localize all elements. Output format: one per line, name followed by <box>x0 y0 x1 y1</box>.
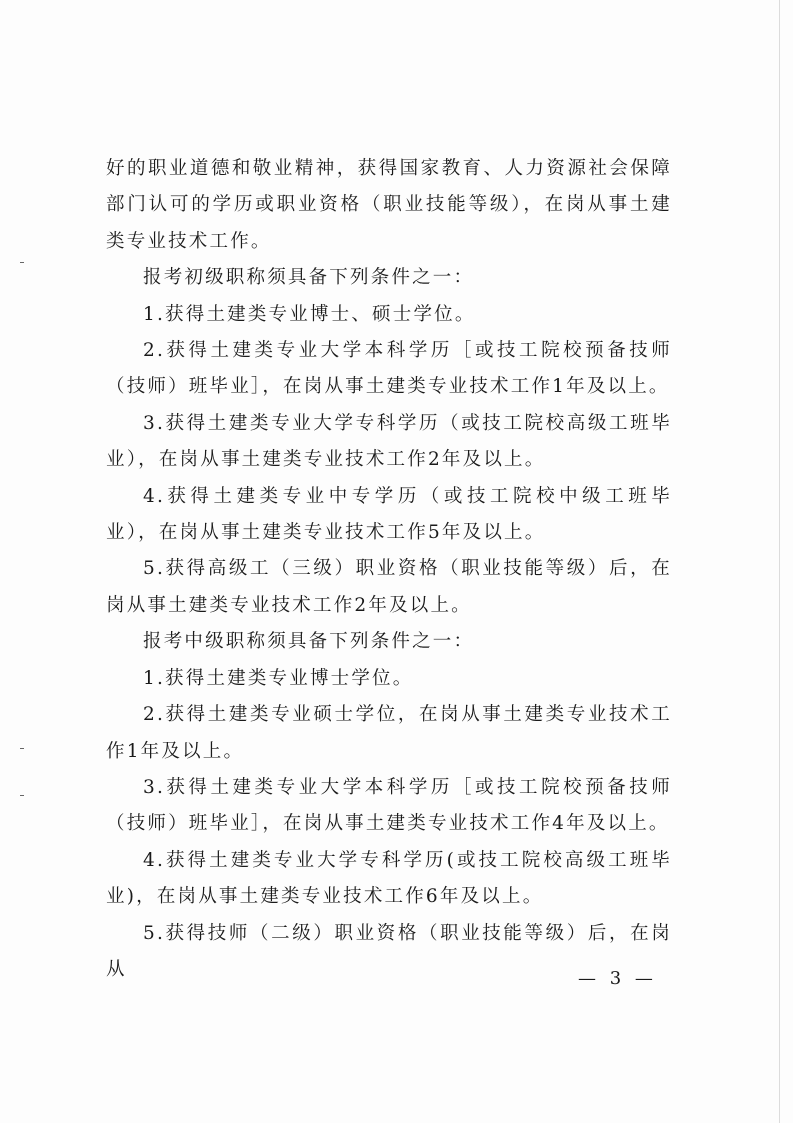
body-text <box>106 151 672 988</box>
margin-mark <box>20 748 24 749</box>
paragraph-junior-heading: 报考初级职称须具备下列条件之一： <box>143 267 475 289</box>
paragraph-junior-item-4: 4.获得土建类专业中专学历（或技工院校中级工班毕业），在岗从事土建类专业技术工作5年及以上。 <box>106 485 672 544</box>
scan-edge-line <box>779 0 780 1123</box>
paragraph-junior-item-1: 1.获得土建类专业博士、硕士学位。 <box>143 303 476 325</box>
paragraph-intermediate-item-4: 4.获得土建类专业大学专科学历(或技工院校高级工班毕业)，在岗从事土建类专业技术工作6年及以上。 <box>106 849 672 908</box>
page-number: — 3 — <box>578 968 657 989</box>
paragraph-intermediate-item-1: 1.获得土建类专业博士学位。 <box>143 667 414 689</box>
paragraph-intermediate-item-3: 3.获得土建类专业大学本科学历［或技工院校预备技师（技师）班毕业］，在岗从事土建类专业技术工作4年及以上。 <box>106 776 672 835</box>
paragraph-intermediate-item-2: 2.获得土建类专业硕士学位，在岗从事土建类专业技术工作1年及以上。 <box>106 704 672 762</box>
paragraph-continuation: 好的职业道德和敬业精神，获得国家教育、人力资源社会保障部门认可的学历或职业资格（职业技能等级），在岗从事土建类专业技术工作。 <box>106 158 672 252</box>
paragraph-intermediate-item-5: 5.获得技师（二级）职业资格（职业技能等级）后，在岗从 <box>106 922 672 980</box>
paragraph-junior-item-2: 2.获得土建类专业大学本科学历［或技工院校预备技师（技师）班毕业］，在岗从事土建类专业技术工作1年及以上。 <box>106 340 672 398</box>
margin-mark <box>20 262 24 263</box>
paragraph-intermediate-heading: 报考中级职称须具备下列条件之一： <box>143 631 475 653</box>
paragraph-junior-item-5: 5.获得高级工（三级）职业资格（职业技能等级）后，在岗从事土建类专业技术工作2年及以上。 <box>106 558 672 616</box>
margin-mark <box>20 795 24 796</box>
paragraph-junior-item-3: 3.获得土建类专业大学专科学历（或技工院校高级工班毕业），在岗从事土建类专业技术工作2年及以上。 <box>106 412 672 471</box>
